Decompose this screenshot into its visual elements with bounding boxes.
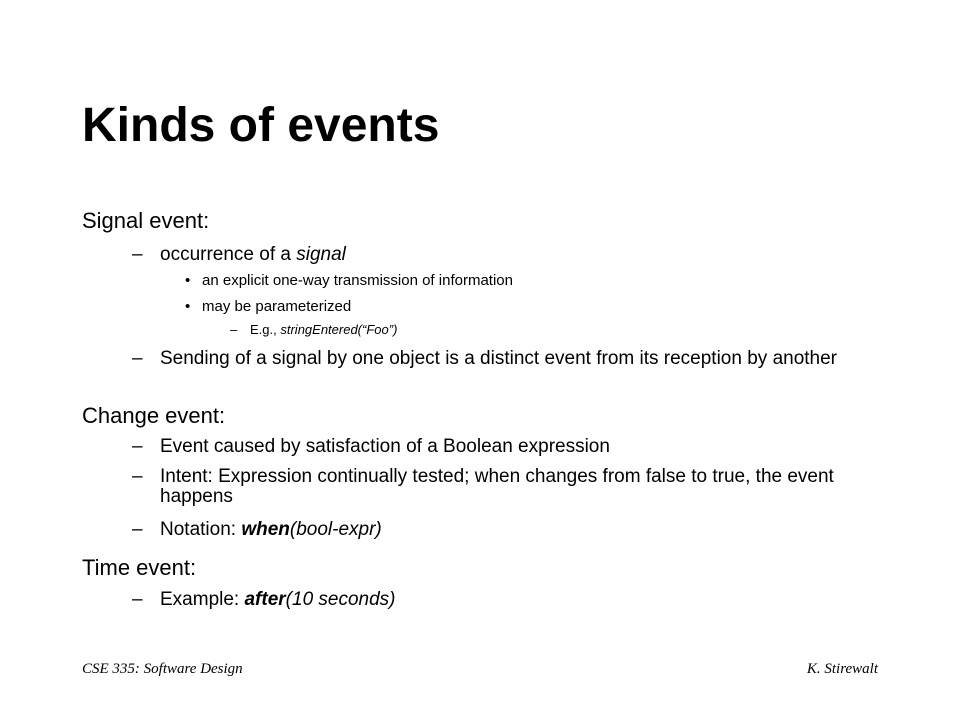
dash-marker: –: [230, 322, 238, 337]
dash-marker: –: [132, 348, 143, 369]
time-example-item: [132, 589, 880, 610]
signal-example-item: [230, 322, 398, 338]
change-intent-text: Intent: Expression continually tested; when changes from false to true, the event happens: [160, 466, 834, 507]
dash-marker: –: [132, 244, 143, 265]
change-notation-item: [132, 519, 880, 540]
dash-marker: –: [132, 589, 143, 610]
dash-marker: –: [132, 466, 143, 487]
dash-marker: –: [132, 436, 143, 457]
bullet-marker: •: [185, 272, 191, 289]
signal-example-code: stringEntered(“Foo”): [280, 322, 398, 337]
signal-event-heading: Signal event:: [82, 208, 210, 233]
signal-bullet-transmission-text: an explicit one-way transmission of information: [202, 272, 513, 289]
footer-course: CSE 335: Software Design: [82, 661, 243, 677]
signal-sending-item: [132, 348, 880, 369]
change-event-heading: Change event:: [82, 403, 226, 428]
change-notation-keyword: when: [241, 519, 290, 540]
change-cause-item: [132, 436, 880, 457]
signal-bullet-parameterized-text: may be parameterized: [202, 298, 352, 315]
time-event-heading: Time event:: [82, 555, 197, 580]
change-intent-item: [132, 466, 880, 507]
time-example-arg: (10 seconds): [285, 589, 396, 610]
change-notation-prefix: Notation:: [160, 519, 242, 540]
change-cause-text: Event caused by satisfaction of a Boolean expression: [160, 436, 610, 457]
signal-occurrence-item: [132, 244, 880, 265]
signal-bullet-transmission: [185, 272, 513, 290]
change-notation-arg: (bool-expr): [289, 519, 382, 540]
signal-occurrence-text: occurrence of a: [160, 244, 297, 265]
time-example-prefix: Example:: [160, 589, 245, 610]
dash-marker: –: [132, 519, 143, 540]
time-example-keyword: after: [244, 589, 286, 610]
signal-sending-text: Sending of a signal by one object is a distinct event from its reception by another: [160, 348, 838, 369]
slide-title: Kinds of events: [82, 99, 440, 152]
footer-author: K. Stirewalt: [806, 661, 878, 677]
signal-example-prefix: E.g.,: [250, 322, 281, 337]
signal-term: signal: [296, 244, 346, 265]
signal-bullet-parameterized: [185, 298, 352, 316]
bullet-marker: •: [185, 298, 191, 315]
